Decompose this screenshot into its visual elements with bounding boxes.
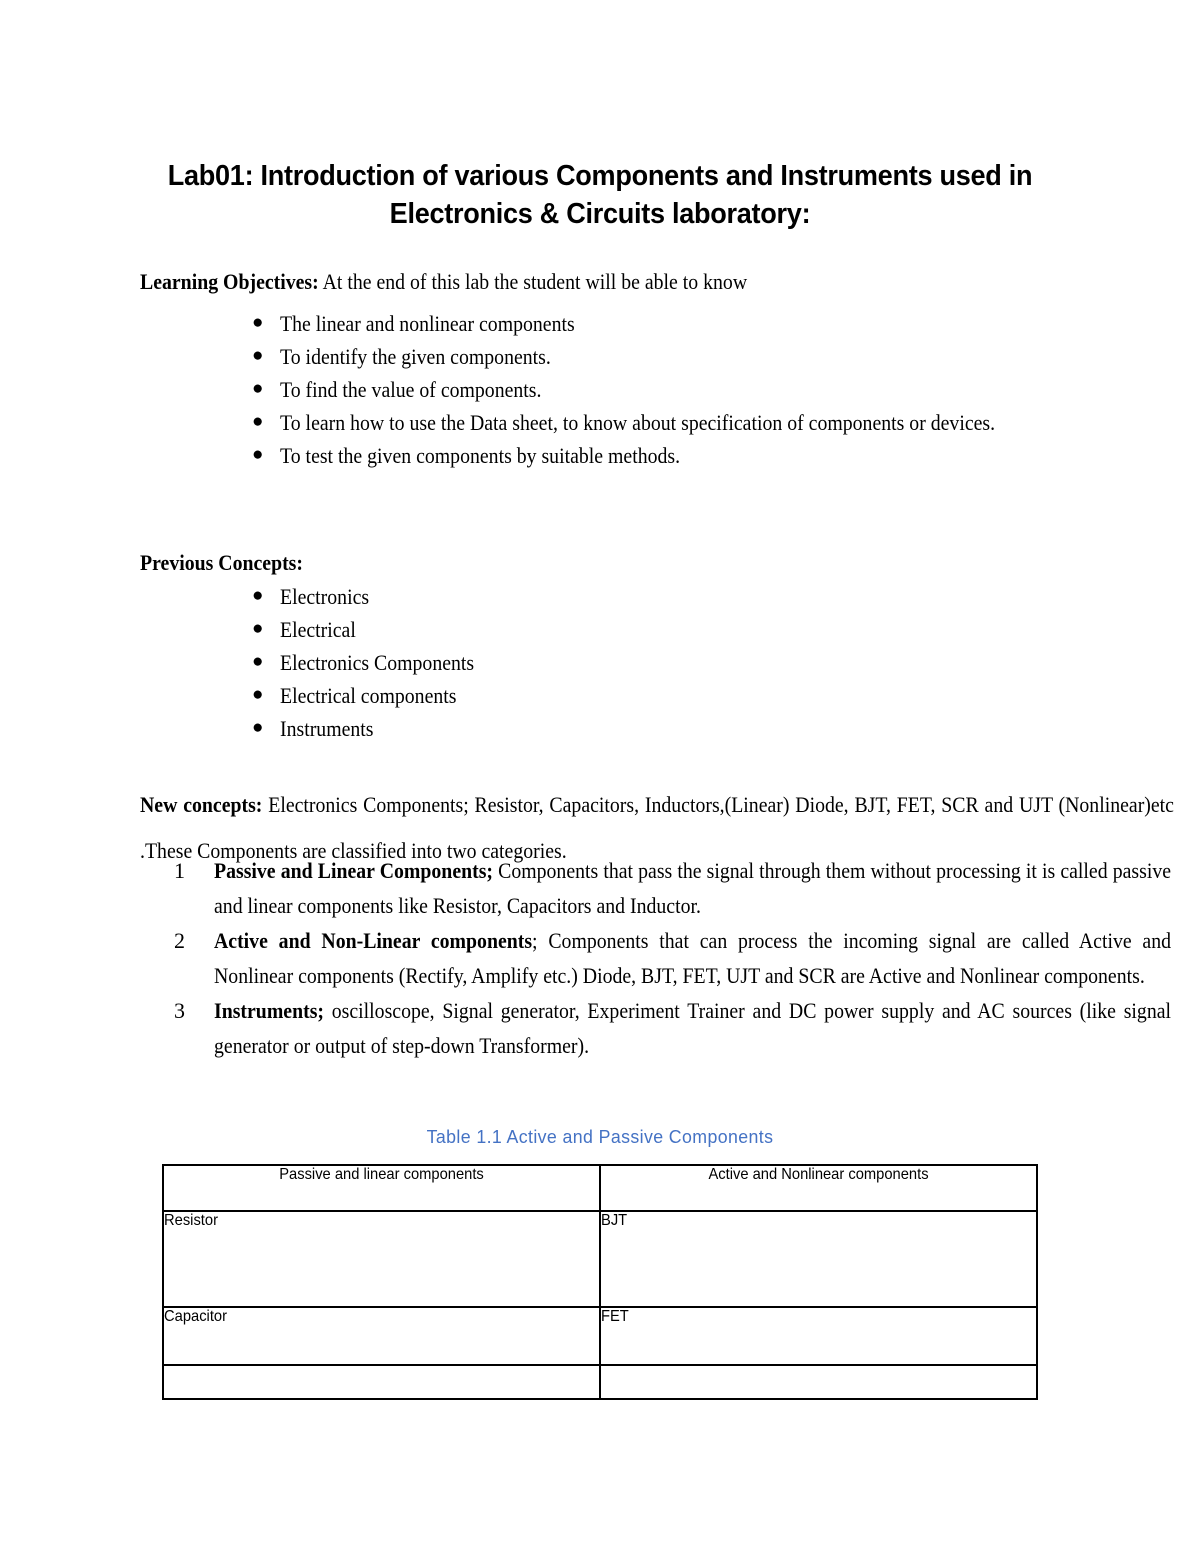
previous-concepts-heading: Previous Concepts: bbox=[140, 550, 303, 575]
learning-objectives-lead: At the end of this lab the student will be able to know bbox=[318, 269, 748, 294]
numbered-list-item bbox=[172, 993, 1172, 1063]
learning-objectives-list bbox=[248, 307, 1068, 472]
table-caption: Table 1.1 Active and Passive Components bbox=[426, 1126, 774, 1147]
list-item bbox=[248, 340, 1068, 373]
numbered-item-text bbox=[214, 853, 1171, 923]
list-item-text: To test the given components by suitable methods. bbox=[280, 443, 681, 468]
list-item-text: The linear and nonlinear components bbox=[280, 311, 575, 336]
learning-objectives-label: Learning Objectives: bbox=[140, 269, 319, 294]
list-item bbox=[248, 712, 848, 745]
table-cell-passive bbox=[163, 1307, 600, 1365]
list-item-text: Electrical components bbox=[280, 683, 457, 708]
list-item-text: To identify the given components. bbox=[280, 344, 551, 369]
learning-objectives-line bbox=[140, 265, 1067, 298]
table-header-text: Passive and linear components bbox=[279, 1166, 484, 1183]
previous-concepts-list bbox=[248, 580, 848, 745]
list-number: 3 bbox=[174, 998, 185, 1023]
list-item bbox=[248, 613, 848, 646]
bullet-icon: ● bbox=[252, 312, 264, 333]
bullet-icon: ● bbox=[252, 618, 264, 639]
list-item bbox=[248, 307, 1068, 340]
numbered-item-body: Components that pass the signal through them without processing it is called passive and linear components like Resistor, Capacitors and Inductor. bbox=[214, 858, 1172, 918]
list-item-text: Electronics Components bbox=[280, 650, 475, 675]
table-cell-active bbox=[600, 1365, 1037, 1399]
new-concepts-text: Electronics Components; Resistor, Capacitors, Inductors,(Linear) Diode, BJT, FET, SCR and UJT (Nonlinear)etc .These Components are classified into two categories. bbox=[140, 792, 1174, 863]
list-item-text: To find the value of components. bbox=[280, 377, 542, 402]
page-title: Lab01: Introduction of various Components and Instruments used in Electronics & Circuits laboratory: bbox=[167, 160, 1033, 231]
bullet-icon: ● bbox=[252, 411, 264, 432]
numbered-list-item bbox=[172, 923, 1172, 993]
list-item-text: Electronics bbox=[280, 584, 370, 609]
numbered-item-text bbox=[214, 993, 1171, 1063]
table-cell-text: Resistor bbox=[164, 1212, 218, 1229]
bullet-icon: ● bbox=[252, 684, 264, 705]
table-cell-text: BJT bbox=[601, 1212, 628, 1229]
table-row bbox=[163, 1211, 1037, 1307]
list-item-text: Electrical bbox=[280, 617, 356, 642]
list-item bbox=[248, 406, 1068, 439]
table-header-cell-active bbox=[600, 1165, 1037, 1211]
bullet-icon: ● bbox=[252, 378, 264, 399]
table-cell-active bbox=[600, 1307, 1037, 1365]
table-cell-text: Capacitor bbox=[164, 1308, 228, 1325]
bullet-icon: ● bbox=[252, 717, 264, 738]
numbered-item-body: oscilloscope, Signal generator, Experiment Trainer and DC power supply and AC sources (like signal generator or output of step-down Transformer). bbox=[214, 998, 1172, 1058]
numbered-item-bold: Active and Non-Linear components bbox=[214, 928, 533, 953]
table-cell-passive bbox=[163, 1365, 600, 1399]
list-number: 2 bbox=[174, 928, 185, 953]
numbered-item-bold: Instruments; bbox=[214, 998, 325, 1023]
list-number: 1 bbox=[174, 858, 185, 883]
numbered-item-text bbox=[214, 923, 1171, 993]
list-item bbox=[248, 373, 1068, 406]
table-row bbox=[163, 1365, 1037, 1399]
concepts-numbered-list bbox=[172, 853, 1172, 1063]
list-item-text: To learn how to use the Data sheet, to know about specification of components or devices. bbox=[280, 410, 996, 435]
numbered-list-item bbox=[172, 853, 1172, 923]
numbered-item-body: ; Components that can process the incoming signal are called Active and Nonlinear components (Rectify, Amplify etc.) Diode, BJT, FET, UJT and SCR are Active and Nonlinear components. bbox=[214, 928, 1172, 988]
bullet-icon: ● bbox=[252, 444, 264, 465]
list-item bbox=[248, 646, 848, 679]
components-table bbox=[162, 1164, 1038, 1400]
table-header-text: Active and Nonlinear components bbox=[708, 1166, 929, 1183]
table-cell-text: FET bbox=[601, 1308, 629, 1325]
new-concepts-label: New concepts: bbox=[140, 792, 263, 817]
list-item-text: Instruments bbox=[280, 716, 374, 741]
list-item bbox=[248, 439, 1068, 472]
table-cell-active bbox=[600, 1211, 1037, 1307]
numbered-item-bold: Passive and Linear Components; bbox=[214, 858, 494, 883]
bullet-icon: ● bbox=[252, 345, 264, 366]
table-header-cell-passive bbox=[163, 1165, 600, 1211]
table-cell-passive bbox=[163, 1211, 600, 1307]
list-item bbox=[248, 580, 848, 613]
list-item bbox=[248, 679, 848, 712]
table-header-row bbox=[163, 1165, 1037, 1211]
bullet-icon: ● bbox=[252, 651, 264, 672]
table-row bbox=[163, 1307, 1037, 1365]
bullet-icon: ● bbox=[252, 585, 264, 606]
